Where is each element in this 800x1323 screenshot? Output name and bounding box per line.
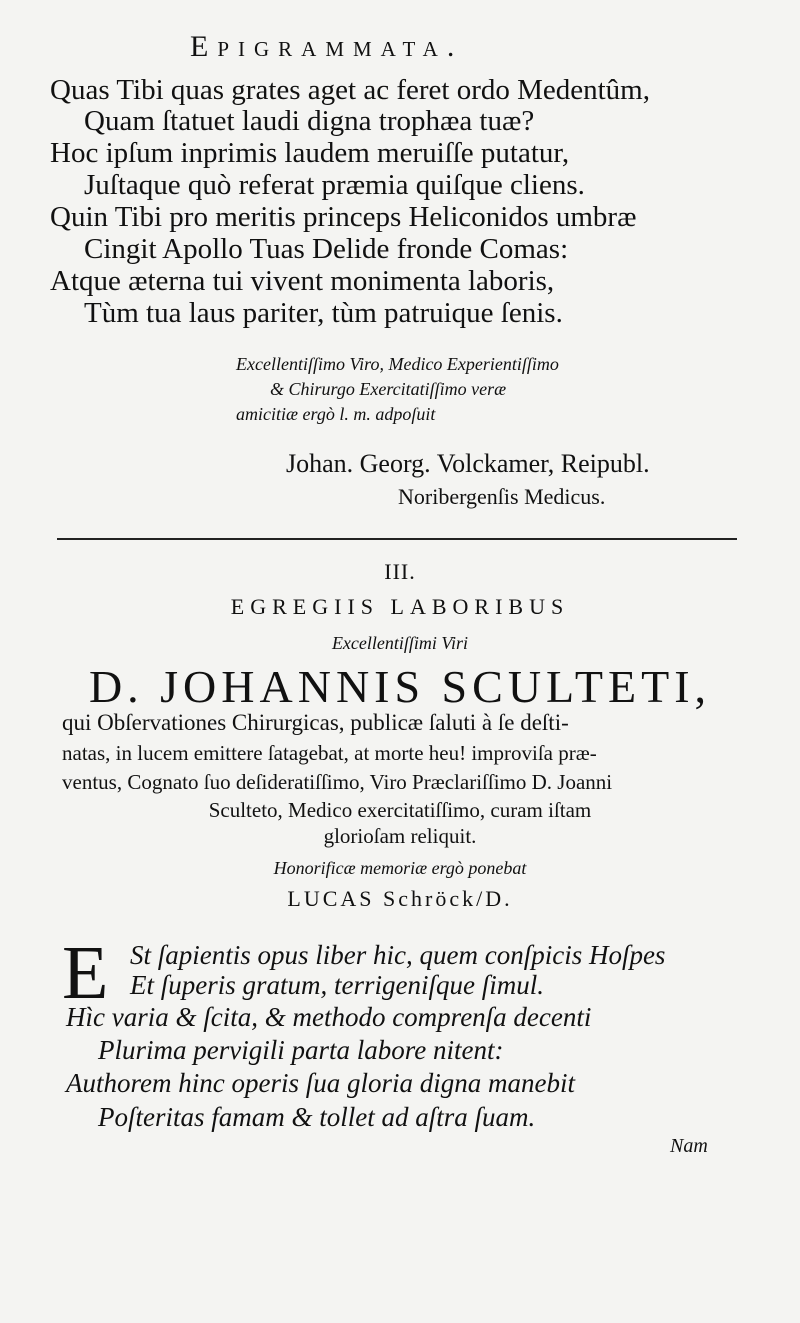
poem-2-line: Poſteritas famam & tollet ad aſtra ſuam. [98, 1102, 536, 1132]
body-line: ventus, Cognato ſuo deſideratiſſimo, Viro Præclariſſimo D. Joanni [62, 770, 613, 794]
poem-2-line: St ſapientis opus liber hic, quem conſpicis Hoſpes [130, 940, 666, 970]
poem-1-line: Atque æterna tui vivent monimenta laboris, [50, 265, 555, 297]
poem-2-line: Authorem hinc operis ſua gloria digna manebit [66, 1068, 575, 1098]
section-name: D. JOHANNIS SCULTETI, [88, 661, 712, 712]
poem-1-line: Cingit Apollo Tuas Delide fronde Comas: [84, 233, 569, 265]
drop-cap: E [62, 931, 109, 1015]
signature-name: Johan. Georg. Volckamer, Reipubl. [286, 449, 650, 478]
catchword: Nam [670, 1135, 708, 1157]
poem-1-line: Quas Tibi quas grates aget ac feret ordo Medentûm, [50, 74, 650, 106]
signature-title: Noribergenſis Medicus. [398, 484, 606, 509]
author-line: LUCAS Schröck/D. [287, 886, 513, 911]
poem-2-line: Hìc varia & ſcita, & methodo comprenſa decenti [66, 1002, 592, 1032]
section-divider [57, 538, 737, 540]
memoria-line: Honorificæ memoriæ ergò ponebat [273, 858, 527, 878]
body-line: glorioſam reliquit. [323, 824, 477, 848]
poem-1-line: Hoc ipſum inprimis laudem meruiſſe putatur, [50, 137, 570, 169]
poem-1-line: Tùm tua laus pariter, tùm patruique ſenis. [84, 297, 563, 329]
section-heading: EGREGIIS LABORIBUS [230, 594, 570, 619]
poem-1-line: Quin Tibi pro meritis princeps Heliconidos umbræ [50, 201, 637, 233]
dedication-line: Excellentiſſimo Viro, Medico Experientiſſimo [236, 354, 559, 374]
poem-2-line: Plurima pervigili parta labore nitent: [98, 1035, 504, 1065]
body-line: natas, in lucem emittere ſatagebat, at morte heu! improviſa præ- [62, 741, 597, 765]
poem-1-line: Quam ſtatuet laudi digna trophæa tuæ? [84, 105, 535, 137]
dedication-line: & Chirurgo Exercitatiſſimo veræ [270, 379, 507, 399]
body-line: qui Obſervationes Chirurgicas, publicæ ſaluti à ſe deſti- [62, 710, 569, 735]
dedication-line: amicitiæ ergò l. m. adpoſuit [236, 404, 436, 424]
poem-2-line: Et ſuperis gratum, terrigeniſque ſimul. [130, 970, 544, 1000]
page-header: Epigrammata. [190, 30, 464, 63]
section-number: III. [384, 559, 416, 584]
section-subheading: Excellentiſſimi Viri [331, 633, 469, 653]
body-line: Sculteto, Medico exercitatiſſimo, curam iſtam [208, 798, 592, 822]
poem-1-line: Juſtaque quò referat præmia quiſque cliens. [84, 169, 585, 201]
